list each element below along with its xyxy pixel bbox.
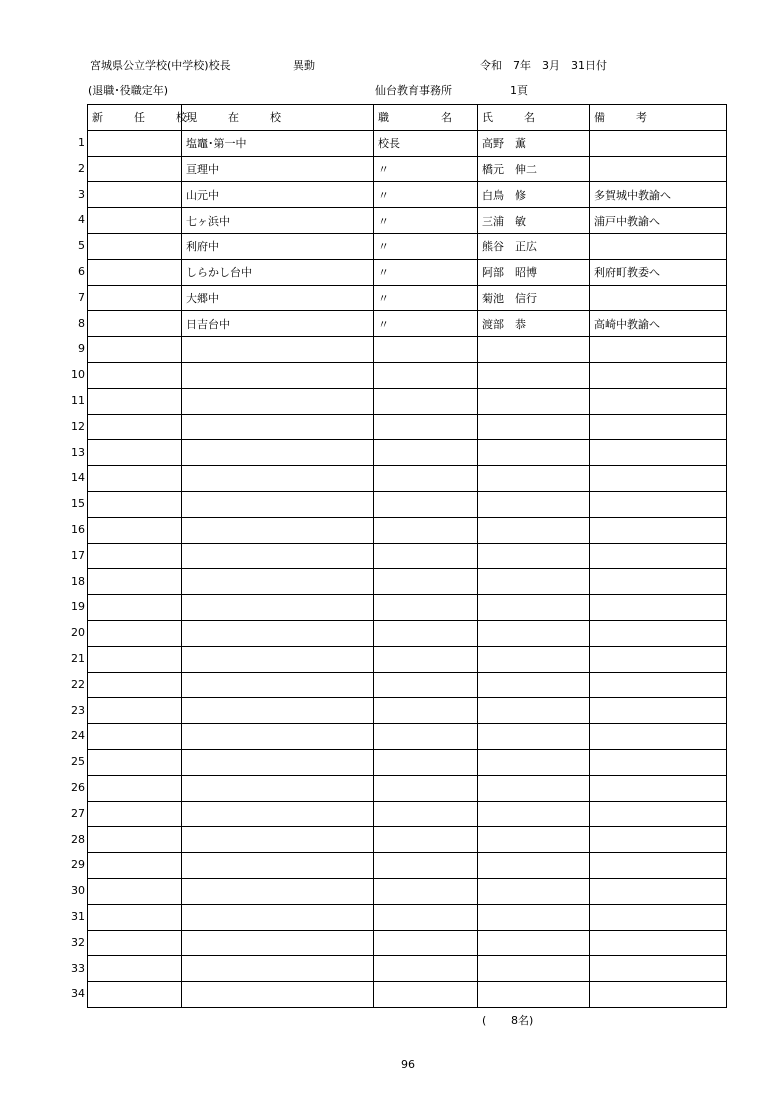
table-row <box>88 956 727 982</box>
table-row <box>88 698 727 724</box>
table-row <box>88 466 727 492</box>
cell-note <box>590 646 727 672</box>
table-row <box>88 543 727 569</box>
cell-note: 高崎中教諭へ <box>590 311 727 337</box>
cell-note <box>590 337 727 363</box>
cell-new-school <box>88 595 182 621</box>
table-row <box>88 724 727 750</box>
cell-new-school <box>88 698 182 724</box>
table-row <box>88 620 727 646</box>
cell-note <box>590 362 727 388</box>
cell-position <box>374 749 478 775</box>
cell-note <box>590 827 727 853</box>
cell-name <box>478 982 590 1008</box>
cell-current-school <box>182 801 374 827</box>
cell-position: 〃 <box>374 259 478 285</box>
cell-name: 阿部 昭博 <box>478 259 590 285</box>
table-row <box>88 414 727 440</box>
row-number: 16 <box>71 523 85 536</box>
cell-current-school <box>182 904 374 930</box>
cell-position <box>374 517 478 543</box>
row-number: 32 <box>71 935 85 949</box>
cell-position <box>374 362 478 388</box>
table-row <box>88 233 727 259</box>
cell-current-school <box>182 362 374 388</box>
row-number: 20 <box>71 626 85 640</box>
cell-name <box>478 543 590 569</box>
row-number: 33 <box>71 961 85 975</box>
cell-position: 〃 <box>374 233 478 259</box>
row-number: 28 <box>71 832 85 846</box>
cell-name <box>478 414 590 440</box>
cell-new-school <box>88 311 182 337</box>
cell-current-school: 七ヶ浜中 <box>182 208 374 234</box>
column-header-name: 氏 名 <box>478 105 590 131</box>
cell-current-school <box>182 878 374 904</box>
cell-name: 橋元 伸二 <box>478 156 590 182</box>
row-number: 9 <box>78 342 85 356</box>
cell-current-school <box>182 466 374 492</box>
cell-name <box>478 620 590 646</box>
cell-note <box>590 672 727 698</box>
table-row <box>88 362 727 388</box>
row-number: 7 <box>78 290 85 304</box>
row-number: 6 <box>78 265 85 278</box>
row-number: 27 <box>71 806 85 820</box>
cell-current-school <box>182 930 374 956</box>
cell-position: 〃 <box>374 182 478 208</box>
cell-note <box>590 801 727 827</box>
cell-current-school <box>182 956 374 982</box>
cell-name: 熊谷 正広 <box>478 233 590 259</box>
cell-current-school <box>182 543 374 569</box>
cell-note <box>590 620 727 646</box>
cell-new-school <box>88 724 182 750</box>
total-count: 8名) <box>511 1014 534 1027</box>
cell-note <box>590 595 727 621</box>
cell-name <box>478 388 590 414</box>
cell-new-school <box>88 801 182 827</box>
row-number: 5 <box>78 239 85 253</box>
cell-new-school <box>88 930 182 956</box>
column-header-position: 職 名 <box>374 105 478 131</box>
row-number: 25 <box>71 755 85 769</box>
table-row <box>88 311 727 337</box>
cell-note <box>590 930 727 956</box>
cell-position <box>374 672 478 698</box>
cell-name <box>478 491 590 517</box>
personnel-table <box>87 104 727 1008</box>
row-number: 8 <box>78 316 85 330</box>
cell-name <box>478 749 590 775</box>
page-label: 1頁 <box>510 84 528 97</box>
cell-new-school <box>88 259 182 285</box>
cell-name <box>478 569 590 595</box>
cell-position: 〃 <box>374 311 478 337</box>
cell-name <box>478 362 590 388</box>
table-row <box>88 930 727 956</box>
row-number: 23 <box>71 703 85 717</box>
cell-new-school <box>88 362 182 388</box>
cell-position <box>374 543 478 569</box>
cell-note <box>590 414 727 440</box>
cell-name: 菊池 信行 <box>478 285 590 311</box>
row-number: 12 <box>71 419 85 433</box>
cell-note: 浦戸中教諭へ <box>590 208 727 234</box>
row-number: 18 <box>71 574 85 588</box>
row-number: 14 <box>71 471 85 485</box>
table-row <box>88 646 727 672</box>
table-row <box>88 491 727 517</box>
table-row <box>88 827 727 853</box>
cell-name <box>478 595 590 621</box>
cell-new-school <box>88 156 182 182</box>
table-row <box>88 337 727 363</box>
row-number: 22 <box>71 677 85 691</box>
cell-current-school <box>182 337 374 363</box>
cell-position: 〃 <box>374 208 478 234</box>
table-row <box>88 982 727 1008</box>
row-number: 31 <box>71 910 85 923</box>
cell-position <box>374 982 478 1008</box>
cell-name <box>478 698 590 724</box>
cell-note <box>590 878 727 904</box>
cell-new-school <box>88 388 182 414</box>
row-number: 2 <box>78 161 85 175</box>
cell-current-school: しらかし台中 <box>182 259 374 285</box>
cell-position <box>374 440 478 466</box>
cell-note <box>590 466 727 492</box>
cell-name <box>478 517 590 543</box>
cell-new-school <box>88 853 182 879</box>
row-number: 24 <box>71 729 85 743</box>
cell-current-school: 大郷中 <box>182 285 374 311</box>
cell-new-school <box>88 517 182 543</box>
cell-current-school: 山元中 <box>182 182 374 208</box>
cell-name <box>478 853 590 879</box>
cell-name <box>478 724 590 750</box>
table-row <box>88 904 727 930</box>
cell-position <box>374 904 478 930</box>
cell-new-school <box>88 749 182 775</box>
cell-new-school <box>88 208 182 234</box>
cell-position <box>374 646 478 672</box>
table-row <box>88 878 727 904</box>
cell-new-school <box>88 130 182 156</box>
table-row <box>88 208 727 234</box>
cell-note <box>590 956 727 982</box>
cell-current-school <box>182 517 374 543</box>
cell-name <box>478 878 590 904</box>
cell-current-school: 塩竈･第一中 <box>182 130 374 156</box>
row-number: 4 <box>78 213 85 227</box>
cell-position <box>374 491 478 517</box>
cell-new-school <box>88 414 182 440</box>
cell-position <box>374 878 478 904</box>
cell-position <box>374 853 478 879</box>
cell-name: 三浦 敏 <box>478 208 590 234</box>
page-number: 96 <box>401 1058 415 1071</box>
cell-new-school <box>88 982 182 1008</box>
cell-current-school <box>182 646 374 672</box>
cell-note <box>590 698 727 724</box>
table-row <box>88 749 727 775</box>
table-row <box>88 853 727 879</box>
row-number: 21 <box>71 652 85 665</box>
cell-name <box>478 930 590 956</box>
cell-note <box>590 853 727 879</box>
cell-position <box>374 466 478 492</box>
cell-new-school <box>88 337 182 363</box>
cell-new-school <box>88 878 182 904</box>
cell-name: 白鳥 修 <box>478 182 590 208</box>
cell-current-school: 利府中 <box>182 233 374 259</box>
cell-new-school <box>88 646 182 672</box>
cell-position <box>374 337 478 363</box>
cell-current-school <box>182 827 374 853</box>
table-row <box>88 517 727 543</box>
cell-position <box>374 930 478 956</box>
row-number: 11 <box>71 394 85 407</box>
cell-current-school: 亘理中 <box>182 156 374 182</box>
row-number: 13 <box>71 445 85 459</box>
effective-date: 令和 7年 3月 31日付 <box>480 59 607 72</box>
cell-new-school <box>88 440 182 466</box>
cell-name <box>478 646 590 672</box>
cell-current-school <box>182 440 374 466</box>
cell-current-school <box>182 853 374 879</box>
cell-new-school <box>88 904 182 930</box>
table-row <box>88 595 727 621</box>
cell-new-school <box>88 672 182 698</box>
cell-current-school: 日吉台中 <box>182 311 374 337</box>
cell-current-school <box>182 414 374 440</box>
transfer-kind: 異動 <box>293 59 315 72</box>
cell-new-school <box>88 285 182 311</box>
cell-position: 〃 <box>374 285 478 311</box>
table-row <box>88 801 727 827</box>
cell-note <box>590 749 727 775</box>
cell-note <box>590 982 727 1008</box>
cell-new-school <box>88 956 182 982</box>
cell-name <box>478 956 590 982</box>
cell-current-school <box>182 775 374 801</box>
cell-position <box>374 414 478 440</box>
row-number: 30 <box>71 884 85 898</box>
cell-note <box>590 388 727 414</box>
cell-position <box>374 827 478 853</box>
cell-current-school <box>182 672 374 698</box>
row-number: 34 <box>71 987 85 1001</box>
cell-current-school <box>182 982 374 1008</box>
cell-new-school <box>88 543 182 569</box>
cell-name <box>478 440 590 466</box>
row-number: 19 <box>71 600 85 614</box>
cell-note <box>590 775 727 801</box>
cell-note <box>590 724 727 750</box>
cell-position <box>374 595 478 621</box>
cell-name <box>478 801 590 827</box>
cell-name: 渡部 恭 <box>478 311 590 337</box>
cell-new-school <box>88 775 182 801</box>
cell-position <box>374 388 478 414</box>
cell-position <box>374 620 478 646</box>
table-header-row <box>88 105 727 131</box>
table-row <box>88 259 727 285</box>
cell-position <box>374 801 478 827</box>
cell-new-school <box>88 466 182 492</box>
row-number: 15 <box>71 497 85 511</box>
table-row <box>88 672 727 698</box>
office-name: 仙台教育事務所 <box>375 84 452 97</box>
table-row <box>88 130 727 156</box>
cell-note <box>590 156 727 182</box>
cell-note: 利府町教委へ <box>590 259 727 285</box>
cell-position <box>374 956 478 982</box>
cell-note <box>590 543 727 569</box>
cell-new-school <box>88 233 182 259</box>
cell-name <box>478 466 590 492</box>
column-header-new-school: 新 任 校 <box>88 105 182 131</box>
cell-note <box>590 130 727 156</box>
cell-current-school <box>182 569 374 595</box>
cell-note <box>590 517 727 543</box>
cell-note <box>590 440 727 466</box>
cell-name <box>478 337 590 363</box>
count-open-paren: ( <box>482 1014 487 1027</box>
category-label: (退職･役職定年) <box>88 84 169 97</box>
cell-note <box>590 904 727 930</box>
cell-position <box>374 724 478 750</box>
row-number: 17 <box>71 548 85 562</box>
document-title: 宮城県公立学校(中学校)校長 <box>90 59 231 72</box>
cell-current-school <box>182 749 374 775</box>
cell-current-school <box>182 698 374 724</box>
row-number: 3 <box>78 187 85 201</box>
table-row <box>88 156 727 182</box>
cell-new-school <box>88 827 182 853</box>
column-header-note: 備 考 <box>590 105 727 131</box>
cell-note <box>590 285 727 311</box>
cell-position <box>374 775 478 801</box>
cell-position <box>374 698 478 724</box>
column-header-current-school: 現 在 校 <box>182 105 374 131</box>
cell-note: 多賀城中教諭へ <box>590 182 727 208</box>
cell-new-school <box>88 182 182 208</box>
cell-new-school <box>88 620 182 646</box>
cell-current-school <box>182 724 374 750</box>
cell-current-school <box>182 620 374 646</box>
row-number: 29 <box>71 858 85 872</box>
table-row <box>88 569 727 595</box>
cell-name <box>478 827 590 853</box>
cell-current-school <box>182 595 374 621</box>
cell-note <box>590 569 727 595</box>
cell-name <box>478 672 590 698</box>
cell-position: 校長 <box>374 130 478 156</box>
cell-note <box>590 491 727 517</box>
row-number: 10 <box>71 368 85 382</box>
cell-current-school <box>182 491 374 517</box>
row-number: 1 <box>78 136 85 149</box>
cell-note <box>590 233 727 259</box>
row-number: 26 <box>71 781 85 794</box>
cell-position: 〃 <box>374 156 478 182</box>
cell-new-school <box>88 569 182 595</box>
cell-name <box>478 904 590 930</box>
cell-new-school <box>88 491 182 517</box>
cell-name: 高野 薫 <box>478 130 590 156</box>
table-row <box>88 388 727 414</box>
cell-current-school <box>182 388 374 414</box>
table-row <box>88 775 727 801</box>
table-row <box>88 182 727 208</box>
cell-position <box>374 569 478 595</box>
table-row <box>88 440 727 466</box>
table-row <box>88 285 727 311</box>
cell-name <box>478 775 590 801</box>
